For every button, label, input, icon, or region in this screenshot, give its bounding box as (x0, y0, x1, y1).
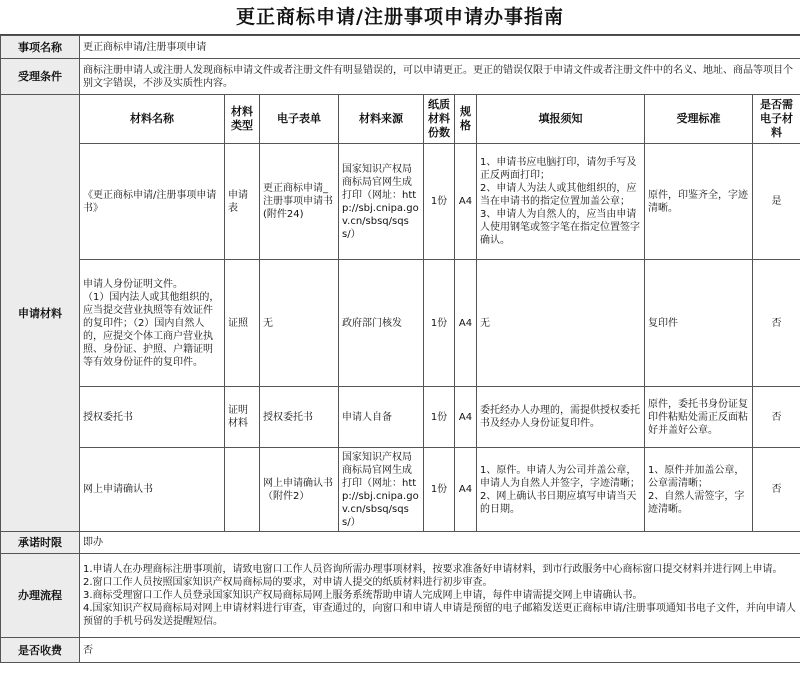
material-need-electronic: 是 (753, 144, 800, 260)
material-row (1, 260, 800, 387)
material-name: 申请人身份证明文件。 （1）国内法人或其他组织的，应当提交营业执照等有效证件的复印件；（2）国内自然人的，应提交个体工商户营业执照、身份证、护照、户籍证明等有效身份证件的复印件。 (80, 260, 225, 387)
conditions-value: 商标注册申请人或注册人发现商标申请文件或者注册文件有明显错误的，可以申请更正。更正的错误仅限于申请文件或者注册文件中的名义、地址、商品等项目个别文字错误，不涉及实质性内容。 (80, 59, 800, 95)
process-value: 1.申请人在办理商标注册事项前，请致电窗口工作人员咨询所需办理事项材料，按要求准备好申请材料，到市行政服务中心商标窗口提交材料并进行网上申请。 2.窗口工作人员按照国家知识产权局商标局的要求，对申请人提交的纸质材料进行初步审查。 3.商标受理窗口工作人员登录国家知识产权局商标局网上服务系统帮助申请人完成网上申请，每件申请需提交网上申请确认书。 4.国家知识产权局商标局对网上申请材料进行审查，审查通过的，向窗口和申请人申请是预留的电子邮箱发送更正商标申请/注册事项通知书电子文件，并向申请人预留的手机号码发送提醒短信。 (80, 554, 800, 638)
materials-header-row (1, 95, 800, 144)
material-row (1, 387, 800, 448)
material-notes: 1、原件。申请人为公司并盖公章，申请人为自然人并签字，字迹清晰； 2、网上确认书日期应填写申请当天的日期。 (477, 448, 645, 532)
material-source: 政府部门核发 (339, 260, 424, 387)
material-copies: 1份 (424, 448, 455, 532)
header-need-electronic: 是否需电子材料 (753, 95, 800, 144)
header-standard: 受理标准 (645, 95, 753, 144)
header-eform: 电子表单 (260, 95, 339, 144)
material-eform: 无 (260, 260, 339, 387)
promise-time-value: 即办 (80, 532, 800, 554)
header-notes: 填报须知 (477, 95, 645, 144)
material-name: 《更正商标申请/注册事项申请书》 (80, 144, 225, 260)
row-fee (1, 638, 800, 663)
material-spec: A4 (455, 144, 477, 260)
material-need-electronic: 否 (753, 448, 800, 532)
header-material-type: 材料类型 (225, 95, 260, 144)
header-source: 材料来源 (339, 95, 424, 144)
row-conditions (1, 59, 800, 95)
material-spec: A4 (455, 448, 477, 532)
material-need-electronic: 否 (753, 260, 800, 387)
label-process: 办理流程 (1, 554, 80, 638)
material-type (225, 448, 260, 532)
material-standard: 1、原件并加盖公章，公章需清晰； 2、自然人需签字，字迹清晰。 (645, 448, 753, 532)
material-spec: A4 (455, 260, 477, 387)
label-conditions: 受理条件 (1, 59, 80, 95)
material-standard: 原件，委托书身份证复印件粘贴处需正反面粘好并盖好公章。 (645, 387, 753, 448)
material-source: 国家知识产权局商标局官网生成打印（网址：http://sbj.cnipa.gov.cn/sbsq/sqss/） (339, 448, 424, 532)
material-spec: A4 (455, 387, 477, 448)
row-process (1, 554, 800, 638)
material-notes: 1、申请书应电脑打印，请勿手写及正反两面打印； 2、申请人为法人或其他组织的，应当在申请书的指定位置加盖公章； 3、申请人为自然人的，应当由申请人使用钢笔或签字笔在指定位置签字确认。 (477, 144, 645, 260)
row-item-name (1, 36, 800, 59)
header-spec: 规格 (455, 95, 477, 144)
material-name: 授权委托书 (80, 387, 225, 448)
header-copies: 纸质材料份数 (424, 95, 455, 144)
label-materials: 申请材料 (1, 95, 80, 532)
material-copies: 1份 (424, 387, 455, 448)
material-eform: 授权委托书 (260, 387, 339, 448)
material-row (1, 448, 800, 532)
material-eform: 更正商标申请_注册事项申请书(附件24) (260, 144, 339, 260)
material-copies: 1份 (424, 144, 455, 260)
material-copies: 1份 (424, 260, 455, 387)
label-fee: 是否收费 (1, 638, 80, 663)
material-notes: 委托经办人办理的，需提供授权委托书及经办人身份证复印件。 (477, 387, 645, 448)
material-name: 网上申请确认书 (80, 448, 225, 532)
page-title: 更正商标申请/注册事项申请办事指南 (0, 0, 800, 35)
material-source: 国家知识产权局商标局官网生成打印（网址：http://sbj.cnipa.gov.cn/sbsq/sqss/） (339, 144, 424, 260)
guide-table (0, 35, 800, 663)
material-source: 申请人自备 (339, 387, 424, 448)
material-standard: 原件，印鉴齐全，字迹清晰。 (645, 144, 753, 260)
material-need-electronic: 否 (753, 387, 800, 448)
header-material-name: 材料名称 (80, 95, 225, 144)
fee-value: 否 (80, 638, 800, 663)
label-item-name: 事项名称 (1, 36, 80, 59)
material-eform: 网上申请确认书（附件2） (260, 448, 339, 532)
material-standard: 复印件 (645, 260, 753, 387)
material-row (1, 144, 800, 260)
material-notes: 无 (477, 260, 645, 387)
row-promise-time (1, 532, 800, 554)
material-type: 证照 (225, 260, 260, 387)
material-type: 申请表 (225, 144, 260, 260)
label-promise-time: 承诺时限 (1, 532, 80, 554)
item-name-value: 更正商标申请/注册事项申请 (80, 36, 800, 59)
material-type: 证明材料 (225, 387, 260, 448)
